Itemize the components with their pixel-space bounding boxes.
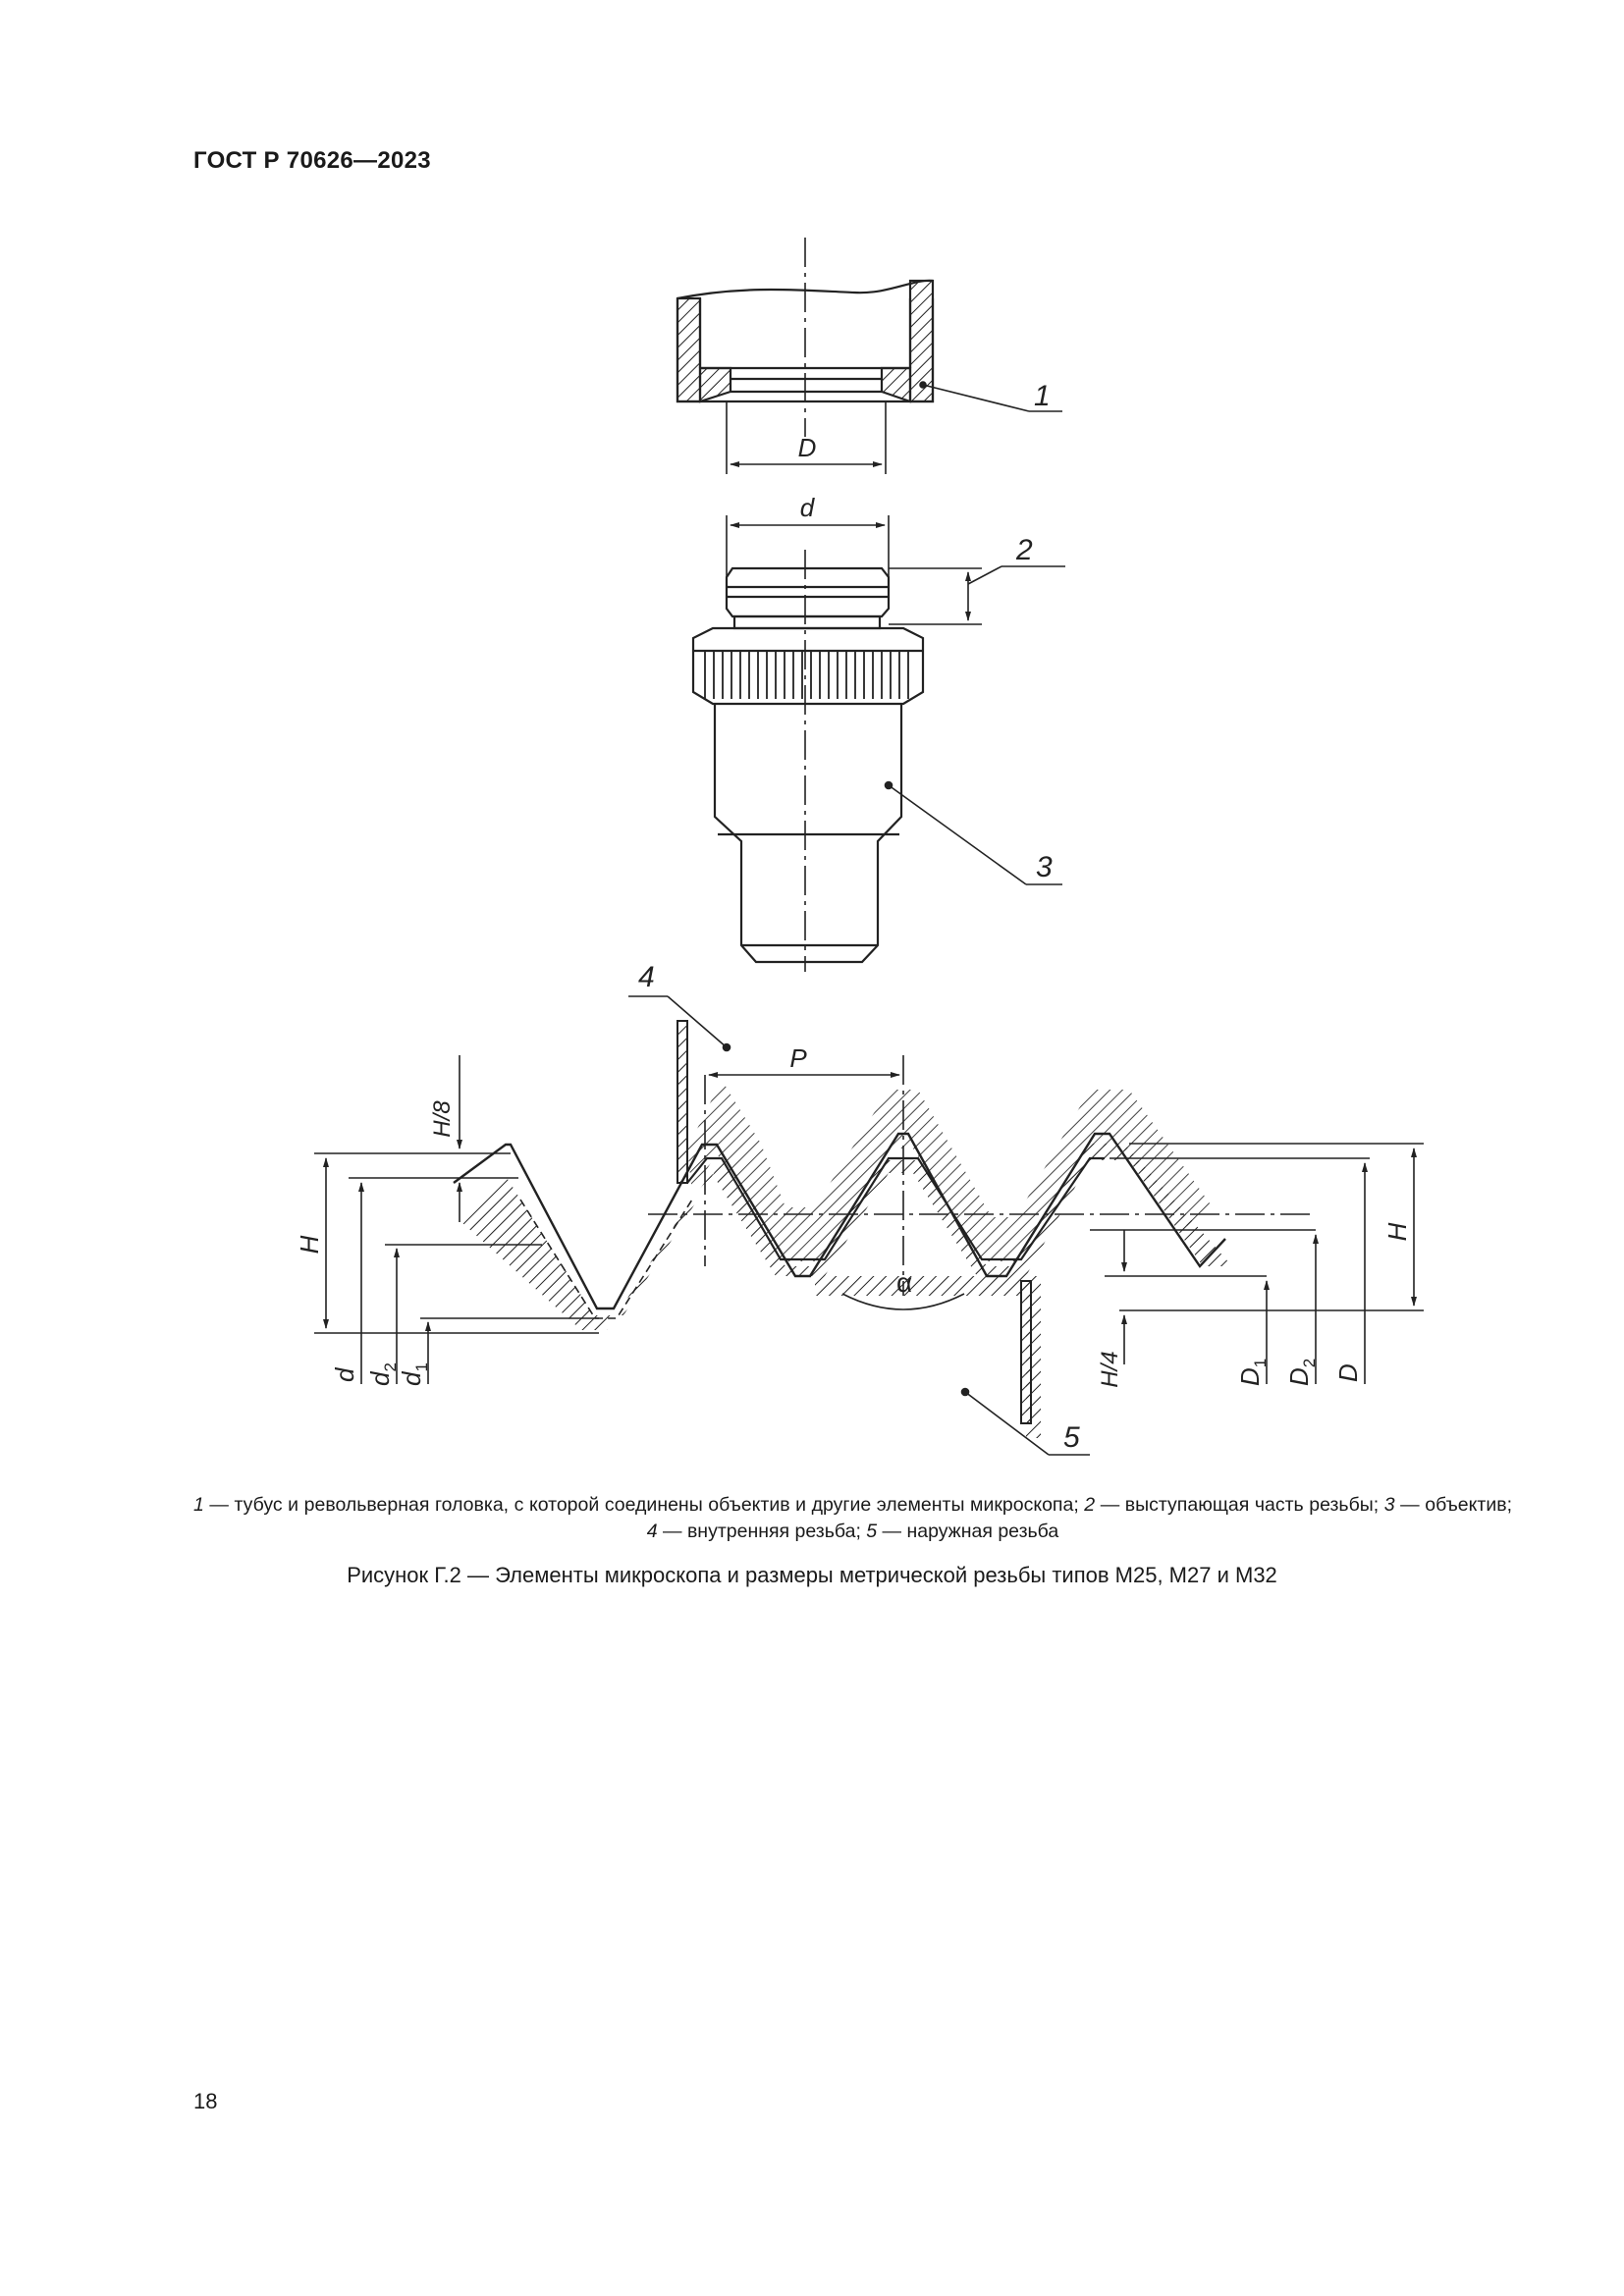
callout-4: 4	[638, 961, 655, 993]
dim-label-H8: H/8	[429, 1100, 456, 1138]
page-header: ГОСТ Р 70626—2023	[193, 147, 431, 174]
legend-text-1: — тубус и револьверная головка, с которой соединены объектив и другие элементы микроскопа;	[203, 1494, 1085, 1516]
legend-num-5: 5	[866, 1521, 878, 1542]
callout-3: 3	[1036, 851, 1053, 883]
dim-label-d1: $d_1$	[397, 1362, 431, 1386]
dim-label-H-right: H	[1382, 1222, 1412, 1242]
legend-num-2: 2	[1084, 1494, 1096, 1516]
figure-legend	[193, 1492, 1512, 1545]
dim-label-D-right: D	[1333, 1363, 1363, 1382]
legend-text-3: — объектив;	[1394, 1494, 1512, 1516]
left-dimensions	[314, 1055, 599, 1384]
callout-5: 5	[1063, 1421, 1080, 1454]
legend-text-2: — выступающая часть резьбы;	[1095, 1494, 1384, 1516]
callout-1: 1	[1034, 380, 1051, 412]
page-number: 18	[193, 2089, 218, 2113]
dim-label-H-left: H	[295, 1235, 324, 1255]
dim-label-P: P	[789, 1043, 807, 1073]
dimension-2	[889, 566, 1065, 624]
dim-label-H4: H/4	[1097, 1351, 1123, 1388]
callout-2: 2	[1016, 534, 1033, 566]
dim-label-D-upper: D	[797, 433, 817, 462]
dim-label-D1: $D_1$	[1235, 1358, 1270, 1386]
legend-num-3: 3	[1383, 1494, 1395, 1516]
legend-num-1: 1	[193, 1494, 204, 1516]
dim-label-d: d	[330, 1367, 359, 1382]
legend-text-4: — внутренняя резьба;	[657, 1521, 867, 1542]
legend-text-5: — наружная резьба	[877, 1521, 1059, 1542]
dim-label-d2: $d_2$	[365, 1362, 400, 1386]
tube-part	[677, 238, 933, 437]
dim-label-D2: $D_2$	[1284, 1358, 1319, 1386]
dim-label-d-upper: d	[799, 493, 815, 522]
legend-num-4: 4	[646, 1521, 658, 1542]
label-alpha: α	[896, 1267, 913, 1298]
dimension-d-upper	[727, 515, 889, 589]
figure-caption: Рисунок Г.2 — Элементы микроскопа и размеры метрической резьбы типов М25, М27 и М32	[347, 1563, 1277, 1587]
objective	[693, 550, 923, 972]
